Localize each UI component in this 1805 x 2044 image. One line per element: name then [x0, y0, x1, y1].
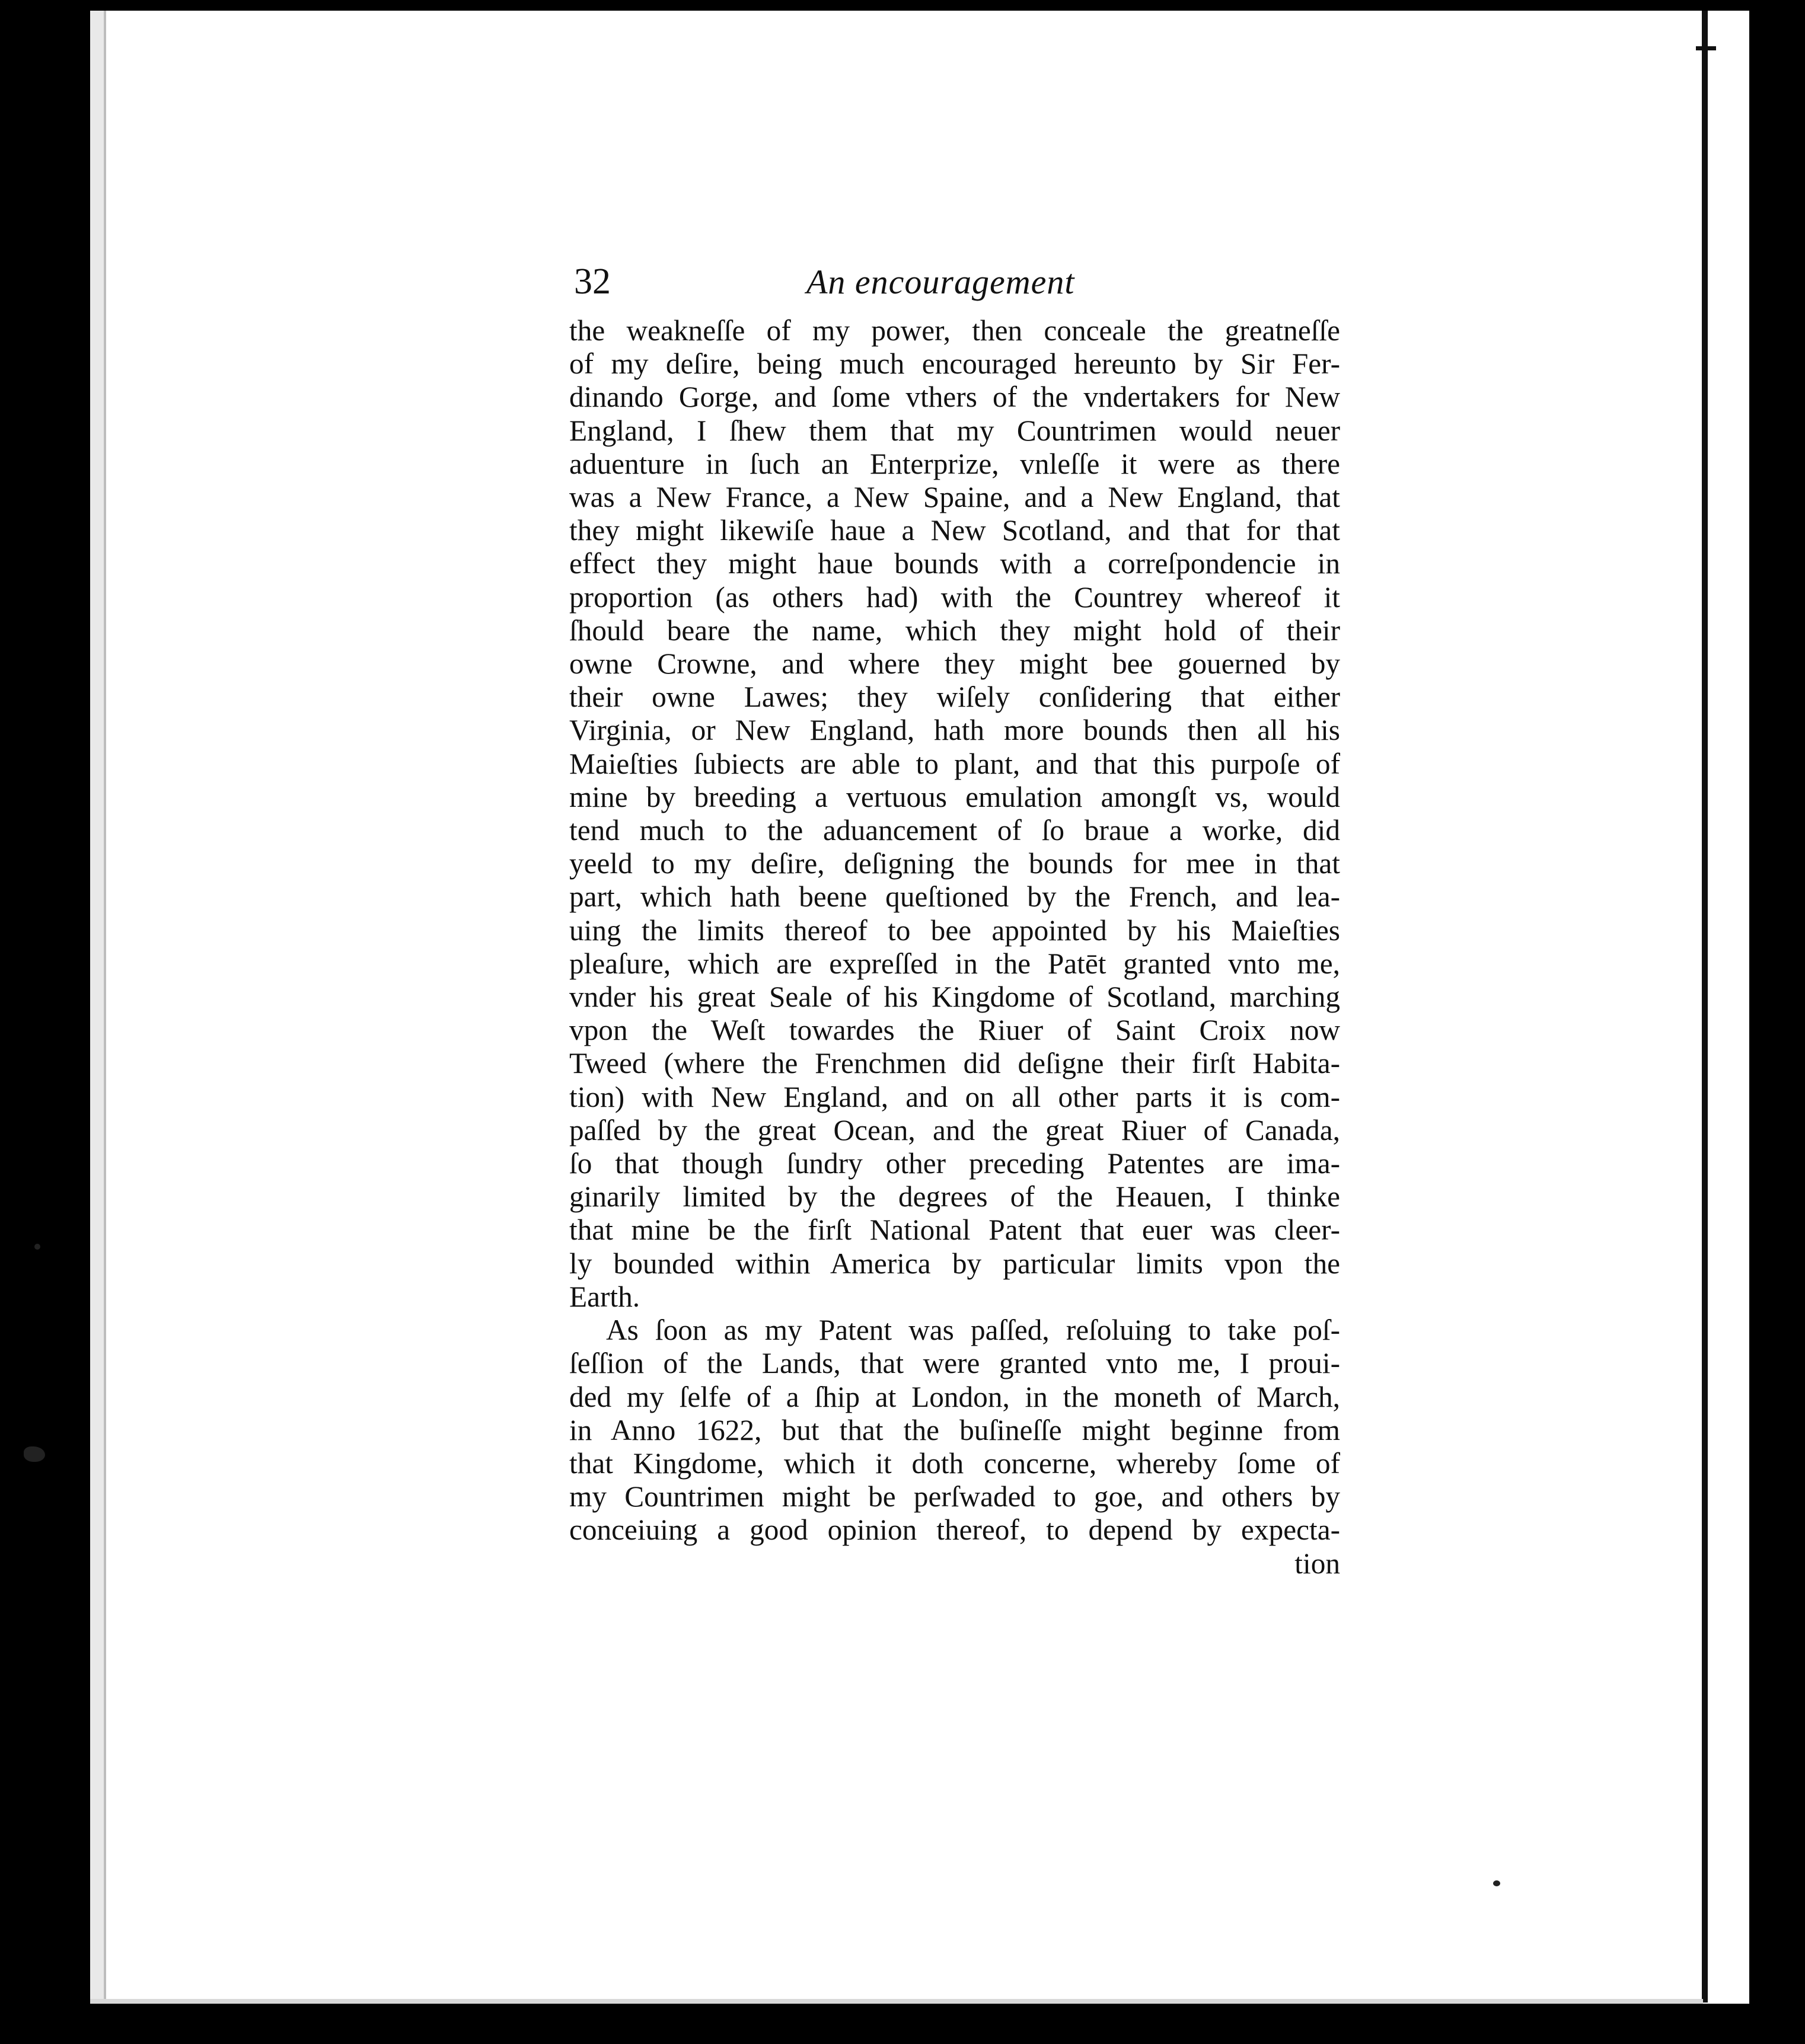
text-line: they might likewiſe haue a New Scotland, and that for that — [569, 514, 1340, 547]
text-line: yeeld to my deſire, deſigning the bounds for mee in that — [569, 847, 1340, 880]
text-line: conceiuing a good opinion thereof, to depend by expecta- — [569, 1513, 1340, 1547]
text-line: tion) with New England, and on all other parts it is com- — [569, 1080, 1340, 1113]
scan-frame-left — [0, 0, 90, 2044]
scan-frame-left-edge — [104, 11, 106, 2003]
text-line: their owne Lawes; they wiſely conſidering that either — [569, 681, 1340, 714]
scan-frame-top — [0, 0, 1805, 11]
paragraph-2 — [569, 1314, 1340, 1547]
text-line: paſſed by the great Ocean, and the great Riuer of Canada, — [569, 1113, 1340, 1146]
text-line: vnder his great Seale of his Kingdome of Scotland, marching — [569, 981, 1340, 1014]
body-text — [569, 314, 1340, 1580]
paragraph-1 — [569, 314, 1340, 1314]
text-line: ſhould beare the name, which they might hold of their — [569, 614, 1340, 647]
scan-speck — [24, 1446, 45, 1462]
catchword: tion — [1294, 1547, 1340, 1580]
page-number: 32 — [574, 261, 611, 302]
text-line: Maieſties ſubiects are able to plant, and that this purpoſe of — [569, 747, 1340, 780]
text-line: Earth. — [569, 1280, 640, 1313]
text-line: As ſoon as my Patent was paſſed, reſoluing to take poſ- — [606, 1314, 1340, 1347]
text-line: part, which hath beene queſtioned by the French, and lea- — [569, 880, 1340, 914]
text-line: Virginia, or New England, hath more bounds then all his — [569, 714, 1340, 747]
text-line: of my deſire, being much encouraged hereunto by Sir Fer- — [569, 347, 1340, 381]
text-line: tend much to the aduancement of ſo braue a worke, did — [569, 814, 1340, 847]
text-line: proportion (as others had) with the Countrey whereof it — [569, 580, 1340, 614]
text-line: Tweed (where the Frenchmen did deſigne their firſt Habita- — [569, 1047, 1340, 1080]
text-line: that Kingdome, which it doth concerne, whereby ſome of — [569, 1446, 1340, 1480]
text-line: in Anno 1622, but that the buſineſſe might beginne from — [569, 1413, 1340, 1446]
text-line: England, I ſhew them that my Countrimen would neuer — [569, 414, 1340, 447]
text-line: ſeſſion of the Lands, that were granted vnto me, I proui- — [569, 1347, 1340, 1380]
scan-frame-right-margin — [1702, 11, 1749, 2003]
text-line: the weakneſſe of my power, then conceale the greatneſſe — [569, 314, 1340, 347]
text-line: dinando Gorge, and ſome vthers of the vndertakers for New — [569, 381, 1340, 414]
text-line: ſo that though ſundry other preceding Patentes are ima- — [569, 1147, 1340, 1180]
scan-frame-right — [1749, 0, 1805, 2044]
text-line: ded my ſelfe of a ſhip at London, in the moneth of March, — [569, 1380, 1340, 1413]
text-line: mine by breeding a vertuous emulation amongſt vs, would — [569, 780, 1340, 813]
scan-speck — [1493, 1880, 1500, 1886]
text-line: pleaſure, which are expreſſed in the Patēt granted vnto me, — [569, 947, 1340, 980]
text-line: aduenture in ſuch an Enterprize, vnleſſe it were as there — [569, 447, 1340, 480]
running-title: An encouragement — [806, 263, 1075, 301]
scan-frame-right-rule — [1702, 11, 1708, 2003]
text-line: was a New France, a New Spaine, and a New England, that — [569, 481, 1340, 514]
text-line: my Countrimen might be perſwaded to goe, and others by — [569, 1480, 1340, 1513]
text-line: ly bounded within America by particular limits vpon the — [569, 1247, 1340, 1280]
text-line: vpon the Weſt towardes the Riuer of Saint Croix now — [569, 1014, 1340, 1047]
book-page — [569, 249, 1340, 1580]
scan-frame-right-tick — [1696, 46, 1716, 50]
text-line: effect they might haue bounds with a correſpondencie in — [569, 547, 1340, 580]
scan-frame-bottom-edge — [90, 1999, 1703, 2004]
running-head — [569, 249, 1340, 314]
scan-frame-bottom — [0, 2004, 1805, 2044]
text-line: ginarily limited by the degrees of the Heauen, I thinke — [569, 1180, 1340, 1213]
text-line: that mine be the firſt National Patent that euer was cleer- — [569, 1213, 1340, 1247]
text-line: uing the limits thereof to bee appointed by his Maieſties — [569, 914, 1340, 947]
scan-speck — [34, 1244, 40, 1250]
text-line: owne Crowne, and where they might bee gouerned by — [569, 647, 1340, 681]
